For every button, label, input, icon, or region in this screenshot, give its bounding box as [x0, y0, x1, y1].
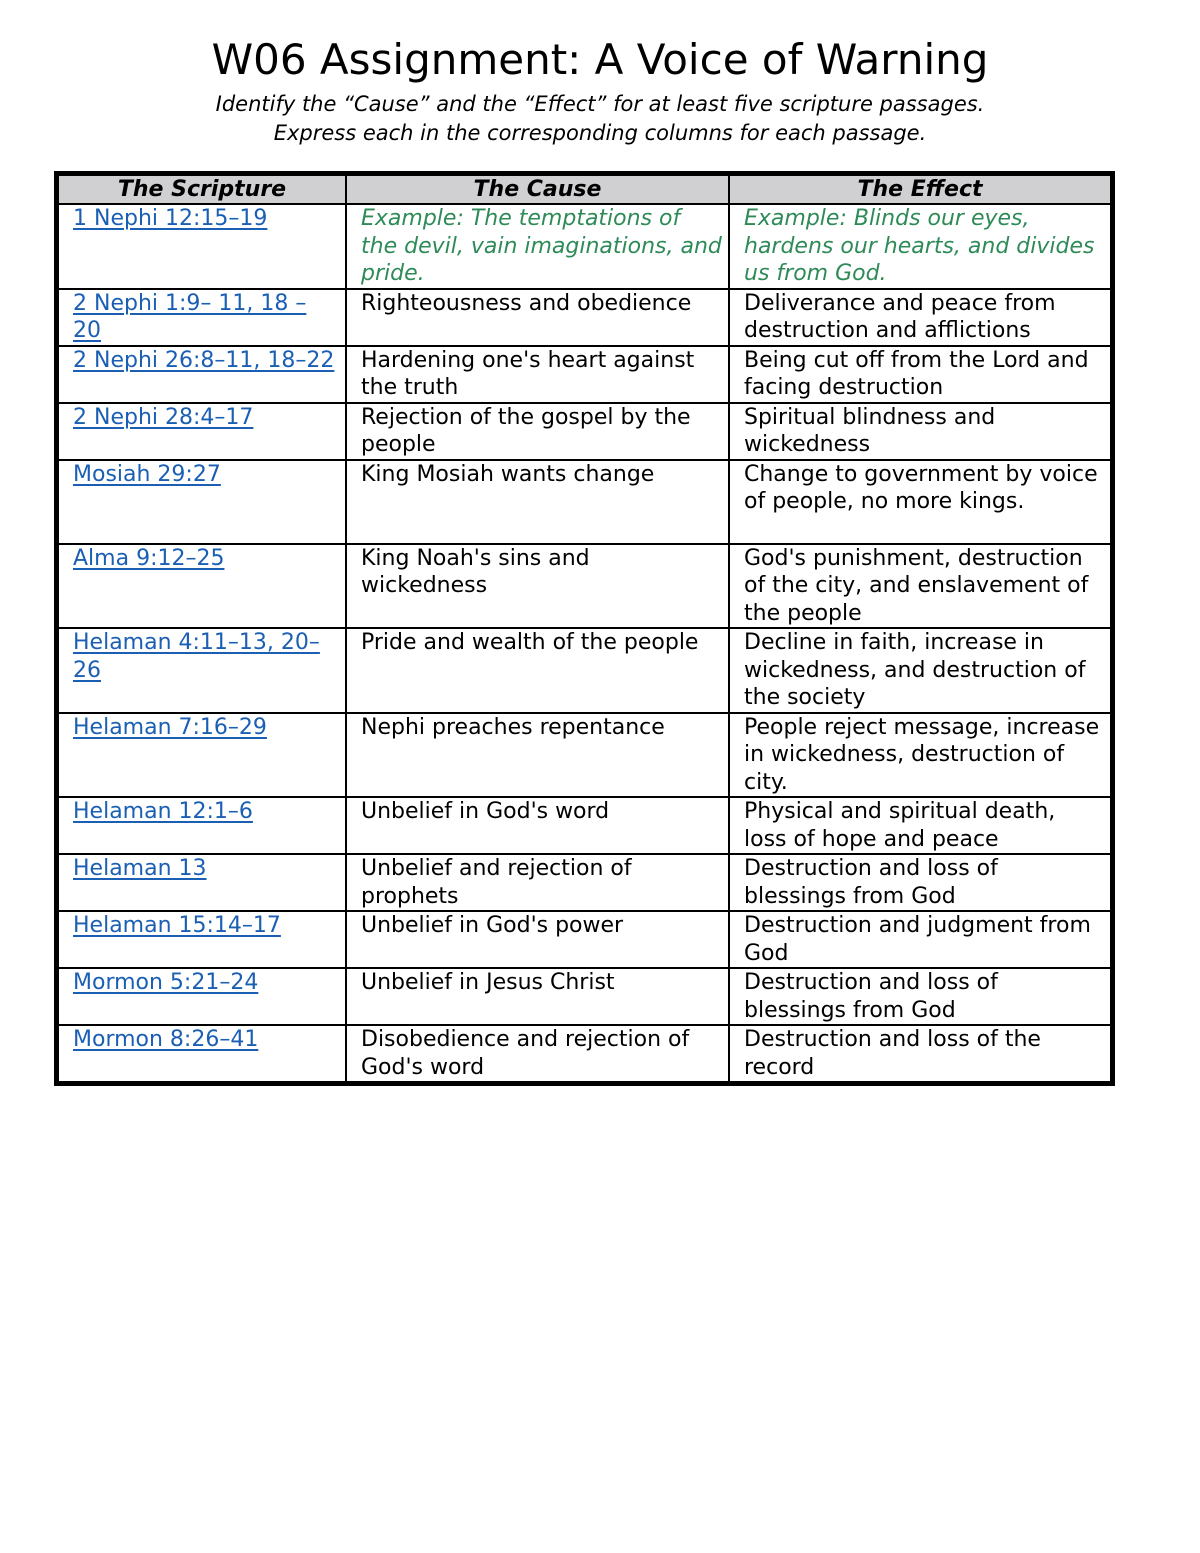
effect-cell: Destruction and loss of blessings from God: [729, 968, 1110, 1025]
scripture-cell: [59, 460, 346, 544]
cause-cell: Pride and wealth of the people: [346, 628, 729, 713]
cause-cell: Disobedience and rejection of God's word: [346, 1025, 729, 1081]
cause-effect-table: [54, 171, 1115, 1086]
scripture-cell: [59, 403, 346, 460]
cause-cell: Unbelief and rejection of prophets: [346, 854, 729, 911]
table-row: [59, 1025, 1110, 1081]
scripture-cell: [59, 628, 346, 713]
scripture-link[interactable]: Mormon 5:21–24: [73, 970, 259, 995]
effect-cell: People reject message, increase in wickedness, destruction of city.: [729, 713, 1110, 798]
cause-cell: Unbelief in Jesus Christ: [346, 968, 729, 1025]
scripture-cell: [59, 797, 346, 854]
table-row: [59, 544, 1110, 629]
table-header-row: [59, 176, 1110, 204]
scripture-link[interactable]: Helaman 15:14–17: [73, 913, 281, 938]
table-row: [59, 289, 1110, 346]
effect-cell: Example: Blinds our eyes, hardens our hearts, and divides us from God.: [729, 204, 1110, 289]
instructions-line-1: Identify the “Cause” and the “Effect” for at least five scripture passages.: [215, 92, 985, 116]
scripture-cell: [59, 911, 346, 968]
scripture-link[interactable]: 2 Nephi 1:9– 11, 18 – 20: [73, 290, 307, 343]
cause-cell: Hardening one's heart against the truth: [346, 346, 729, 403]
table-row: [59, 797, 1110, 854]
cause-cell: King Noah's sins and wickedness: [346, 544, 729, 629]
table-row: [59, 713, 1110, 798]
scripture-link[interactable]: Alma 9:12–25: [73, 545, 225, 571]
scripture-cell: [59, 289, 346, 346]
scripture-cell: [59, 346, 346, 403]
scripture-cell: [59, 1025, 346, 1081]
table-row: [59, 968, 1110, 1025]
header-scripture: The Scripture: [59, 176, 346, 204]
effect-cell: Destruction and judgment from God: [729, 911, 1110, 968]
cause-cell: King Mosiah wants change: [346, 460, 729, 544]
scripture-link[interactable]: Helaman 7:16–29: [73, 714, 267, 740]
effect-cell: Being cut off from the Lord and facing destruction: [729, 346, 1110, 403]
effect-cell: Destruction and loss of the record: [729, 1025, 1110, 1081]
header-effect: The Effect: [729, 176, 1110, 204]
effect-cell: Spiritual blindness and wickedness: [729, 403, 1110, 460]
scripture-link[interactable]: Mosiah 29:27: [73, 461, 221, 487]
scripture-link[interactable]: 2 Nephi 26:8–11, 18–22: [73, 347, 335, 373]
table-row: [59, 911, 1110, 968]
instructions-line-2: Express each in the corresponding columns for each passage.: [273, 121, 927, 145]
scripture-link[interactable]: Helaman 13: [73, 856, 207, 881]
table-row: [59, 460, 1110, 544]
cause-cell: Rejection of the gospel by the people: [346, 403, 729, 460]
scripture-link[interactable]: 2 Nephi 28:4–17: [73, 404, 254, 430]
scripture-link[interactable]: Mormon 8:26–41: [73, 1027, 259, 1052]
effect-cell: Decline in faith, increase in wickedness, and destruction of the society: [729, 628, 1110, 713]
table-row: [59, 346, 1110, 403]
cause-cell: Unbelief in God's power: [346, 911, 729, 968]
cause-cell: Example: The temptations of the devil, vain imaginations, and pride.: [346, 204, 729, 289]
cause-cell: Nephi preaches repentance: [346, 713, 729, 798]
table-row: [59, 628, 1110, 713]
table-row: [59, 204, 1110, 289]
scripture-cell: [59, 713, 346, 798]
cause-cell: Unbelief in God's word: [346, 797, 729, 854]
scripture-link[interactable]: Helaman 4:11–13, 20–26: [73, 630, 320, 683]
scripture-cell: [59, 854, 346, 911]
scripture-link[interactable]: 1 Nephi 12:15–19: [73, 206, 268, 231]
scripture-cell: [59, 544, 346, 629]
effect-cell: Deliverance and peace from destruction and afflictions: [729, 289, 1110, 346]
effect-cell: Destruction and loss of blessings from God: [729, 854, 1110, 911]
effect-cell: God's punishment, destruction of the city, and enslavement of the people: [729, 544, 1110, 629]
cause-cell: Righteousness and obedience: [346, 289, 729, 346]
scripture-link[interactable]: Helaman 12:1–6: [73, 799, 253, 824]
document-title: W06 Assignment: A Voice of Warning: [211, 35, 989, 84]
effect-cell: Physical and spiritual death, loss of hope and peace: [729, 797, 1110, 854]
effect-cell: Change to government by voice of people, no more kings.: [729, 460, 1110, 544]
scripture-cell: [59, 968, 346, 1025]
scripture-cell: [59, 204, 346, 289]
table-row: [59, 854, 1110, 911]
header-cause: The Cause: [346, 176, 729, 204]
table-row: [59, 403, 1110, 460]
